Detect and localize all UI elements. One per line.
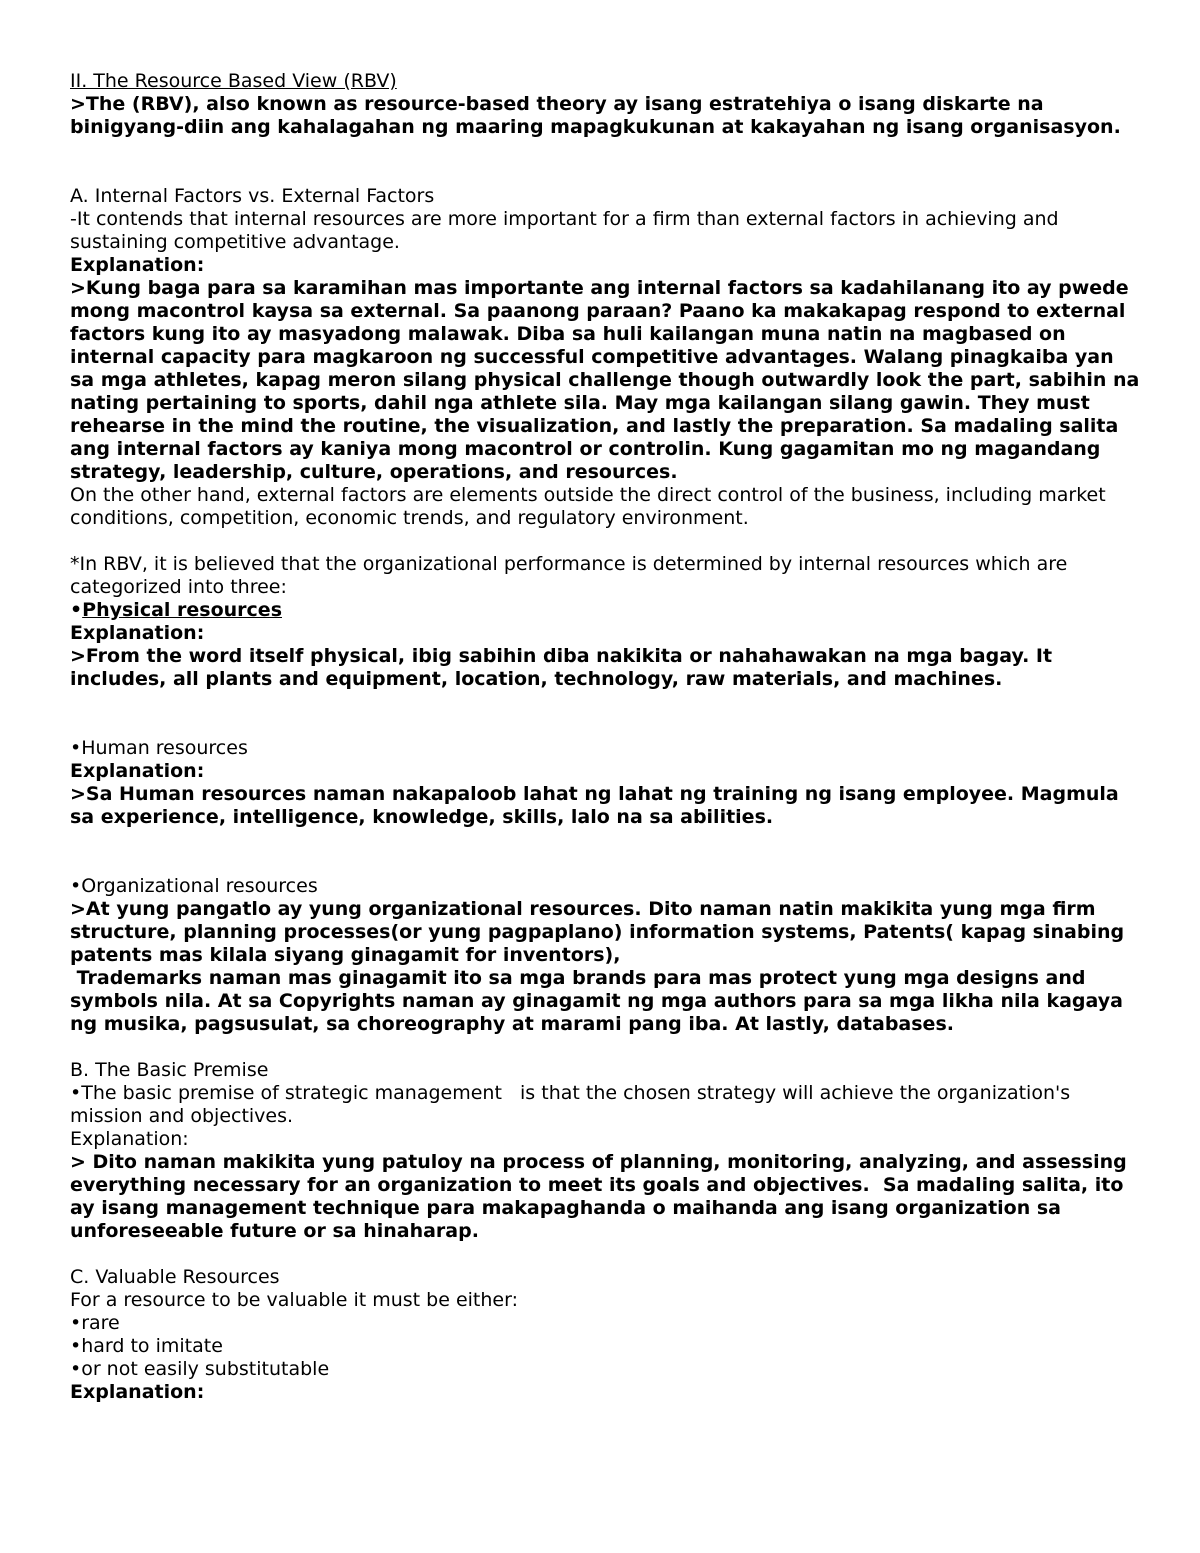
section-c-explanation-label: Explanation: [70, 1381, 205, 1403]
intro-paragraph: >The (RBV), also known as resource-based theory ay isang estratehiya o isang diskarte na binigyang-diin ang kahalagahan ng maaring mapagkukunan at kakayahan ng isang organisasyon. [70, 93, 1121, 138]
list-item: •or not easily substitutable [70, 1358, 330, 1380]
rbv-note: *In RBV, it is believed that the organizational performance is determined by internal resources which are categorized into three: [70, 553, 1074, 598]
list-item: •hard to imitate [70, 1335, 223, 1357]
human-explanation-label: Explanation: [70, 760, 205, 782]
spacer [70, 530, 1140, 553]
document-page [70, 70, 1146, 1404]
section-b-explanation-label: Explanation: [70, 1128, 189, 1150]
organizational-explanation: >At yung pangatlo ay yung organizational resources. Dito naman natin makikita yung mga firm structure, planning processes(or yung pagpaplano) information systems, Patents( kapag sinabing patents mas kilala siyang ginagamit for inventors), [70, 898, 1131, 966]
spacer [70, 139, 1140, 185]
section-b-explanation: > Dito naman makikita yung patuloy na process of planning, monitoring, analyzing, and assessing everything necessary for an organization to meet its goals and objectives. Sa madaling salita, ito ay isang management technique para makapaghanda o maihanda ang isang organization sa unforeseeable future or sa hinaharap. [70, 1151, 1134, 1242]
spacer [70, 829, 1140, 875]
human-resources-title: •Human resources [70, 737, 248, 759]
physical-explanation: >From the word itself physical, ibig sabihin diba nakikita or nahahawakan na mga bagay. It includes, all plants and equipment, location, technology, raw materials, and machines. [70, 645, 1059, 690]
section-a-explanation-label: Explanation: [70, 254, 205, 276]
spacer [70, 1036, 1140, 1059]
section-c-lead: For a resource to be valuable it must be either: [70, 1289, 518, 1311]
section-a-contention: -It contends that internal resources are more important for a firm than external factors in achieving and sustaining competitive advantage. [70, 208, 1065, 253]
organizational-explanation-continued: Trademarks naman mas ginagamit ito sa mga brands para mas protect yung mga designs and symbols nila. At sa Copyrights naman ay ginagamit ng mga authors para sa mga likha nila kagaya ng musika, pagsusulat, sa choreography at marami pang iba. At lastly, databases. [70, 967, 1130, 1035]
section-c-title: C. Valuable Resources [70, 1266, 280, 1288]
human-explanation: >Sa Human resources naman nakapaloob lahat ng lahat ng training ng isang employee. Magmula sa experience, intelligence, knowledge, skills, lalo na sa abilities. [70, 783, 1126, 828]
list-item: •rare [70, 1312, 120, 1334]
bullet: • [70, 599, 83, 621]
spacer [70, 691, 1140, 737]
organizational-resources-title: •Organizational resources [70, 875, 318, 897]
section-a-explanation: >Kung baga para sa karamihan mas importante ang internal factors sa kadahilanang ito ay pwede mong macontrol kaysa sa external. Sa paanong paraan? Paano ka makakapag respond to external factors kung ito ay masyadong malawak. Diba sa huli kailangan muna natin na magbased on internal capacity para magkaroon ng successful competitive advantages. Walang pinagkaiba yan sa mga athletes, kapag meron silang physical challenge though outwardly look the part, sabihin na nating pertaining to sports, dahil nga athlete sila. May mga kailangan silang gawin. They must rehearse in the mind the routine, the visualization, and lastly the preparation. Sa madaling salita ang internal factors ay kaniya mong macontrol or controlin. Kung gagamitan mo ng magandang strategy, leadership, culture, operations, and resources. [70, 277, 1146, 483]
section-a-external-note: On the other hand, external factors are elements outside the direct control of the business, including market conditions, competition, economic trends, and regulatory environment. [70, 484, 1112, 529]
section-heading: II. The Resource Based View (RBV) [70, 70, 397, 92]
section-b-premise: •The basic premise of strategic management is that the chosen strategy will achieve the organization's mission and objectives. [70, 1082, 1077, 1127]
physical-explanation-label: Explanation: [70, 622, 205, 644]
physical-resources-label: Physical resources [82, 599, 282, 621]
section-a-title: A. Internal Factors vs. External Factors [70, 185, 435, 207]
physical-resources-title [70, 599, 1140, 622]
section-b-title: B. The Basic Premise [70, 1059, 269, 1081]
spacer [70, 1243, 1140, 1266]
